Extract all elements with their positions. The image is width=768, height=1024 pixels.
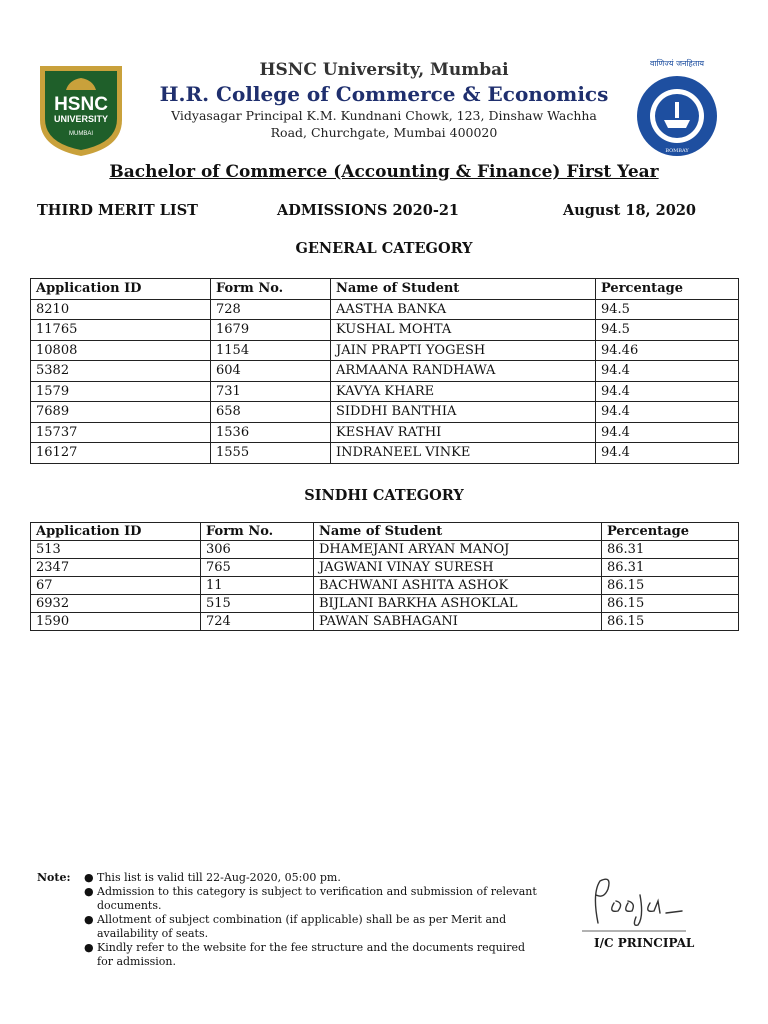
percentage: 94.4 bbox=[596, 422, 739, 443]
list-date: August 18, 2020 bbox=[563, 202, 697, 219]
form-no: 515 bbox=[201, 595, 314, 613]
table-row bbox=[31, 613, 739, 631]
note-text: Admission to this category is subject to verification and submission of relevant documents. bbox=[97, 885, 537, 912]
student-name: JAGWANI VINAY SURESH bbox=[314, 559, 602, 577]
student-name: INDRANEEL VINKE bbox=[331, 443, 596, 464]
table-row bbox=[31, 541, 739, 559]
note-text: This list is valid till 22-Aug-2020, 05:00 pm. bbox=[97, 871, 341, 884]
form-no: 724 bbox=[201, 613, 314, 631]
percentage: 86.31 bbox=[602, 559, 739, 577]
general-category-table bbox=[30, 278, 739, 464]
column-header: Application ID bbox=[31, 279, 211, 300]
address-line-1: Vidyasagar Principal K.M. Kundnani Chowk, 123, Dinshaw Wachha bbox=[171, 108, 597, 123]
form-no: 1555 bbox=[211, 443, 331, 464]
address-line-2: Road, Churchgate, Mumbai 400020 bbox=[270, 125, 498, 140]
note-text: Allotment of subject combination (if applicable) shall be as per Merit and availability of seats. bbox=[97, 913, 507, 940]
sindhi-category-title: SINDHI CATEGORY bbox=[304, 487, 464, 504]
percentage: 94.5 bbox=[596, 299, 739, 320]
table-row bbox=[31, 320, 739, 341]
application-id: 15737 bbox=[31, 422, 211, 443]
student-name: ARMAANA RANDHAWA bbox=[331, 361, 596, 382]
table-row bbox=[31, 422, 739, 443]
college-name: H.R. College of Commerce & Economics bbox=[159, 82, 609, 106]
percentage: 94.5 bbox=[596, 320, 739, 341]
column-header: Percentage bbox=[602, 523, 739, 541]
table-row bbox=[31, 443, 739, 464]
application-id: 6932 bbox=[31, 595, 201, 613]
application-id: 513 bbox=[31, 541, 201, 559]
student-name: KESHAV RATHI bbox=[331, 422, 596, 443]
student-name: BIJLANI BARKHA ASHOKLAL bbox=[314, 595, 602, 613]
student-name: BACHWANI ASHITA ASHOK bbox=[314, 577, 602, 595]
form-no: 306 bbox=[201, 541, 314, 559]
student-name: SIDDHI BANTHIA bbox=[331, 402, 596, 423]
table-row bbox=[31, 559, 739, 577]
column-header: Application ID bbox=[31, 523, 201, 541]
crest-motto: वाणिज्यं जनहिताय bbox=[649, 59, 705, 68]
university-name: HSNC University, Mumbai bbox=[259, 60, 509, 80]
form-no: 658 bbox=[211, 402, 331, 423]
note-item: ● Kindly refer to the website for the fee structure and the documents required for admission. bbox=[84, 941, 526, 968]
crest-bottom-text: BOMBAY bbox=[665, 148, 689, 154]
column-header: Percentage bbox=[596, 279, 739, 300]
merit-list-label: THIRD MERIT LIST bbox=[37, 202, 198, 219]
student-name: KAVYA KHARE bbox=[331, 381, 596, 402]
application-id: 7689 bbox=[31, 402, 211, 423]
form-no: 1536 bbox=[211, 422, 331, 443]
logo-left-line3: MUMBAI bbox=[69, 131, 93, 137]
percentage: 94.4 bbox=[596, 402, 739, 423]
application-id: 5382 bbox=[31, 361, 211, 382]
application-id: 1590 bbox=[31, 613, 201, 631]
form-no: 731 bbox=[211, 381, 331, 402]
college-address bbox=[0, 107, 768, 141]
principal-title: I/C PRINCIPAL bbox=[594, 936, 695, 950]
note-item: ● Allotment of subject combination (if applicable) shall be as per Merit and availability of seats. bbox=[84, 913, 507, 940]
percentage: 86.15 bbox=[602, 577, 739, 595]
form-no: 765 bbox=[201, 559, 314, 577]
application-id: 2347 bbox=[31, 559, 201, 577]
percentage: 94.4 bbox=[596, 443, 739, 464]
application-id: 16127 bbox=[31, 443, 211, 464]
table-row bbox=[31, 595, 739, 613]
form-no: 728 bbox=[211, 299, 331, 320]
application-id: 10808 bbox=[31, 340, 211, 361]
application-id: 8210 bbox=[31, 299, 211, 320]
percentage: 86.15 bbox=[602, 595, 739, 613]
percentage: 86.31 bbox=[602, 541, 739, 559]
form-no: 11 bbox=[201, 577, 314, 595]
form-no: 1154 bbox=[211, 340, 331, 361]
column-header: Name of Student bbox=[314, 523, 602, 541]
column-header: Form No. bbox=[201, 523, 314, 541]
note-item: ● This list is valid till 22-Aug-2020, 05:00 pm. bbox=[84, 871, 341, 884]
application-id: 11765 bbox=[31, 320, 211, 341]
application-id: 1579 bbox=[31, 381, 211, 402]
student-name: PAWAN SABHAGANI bbox=[314, 613, 602, 631]
note-item: ● Admission to this category is subject to verification and submission of relevant documents. bbox=[84, 885, 537, 912]
note-text: Kindly refer to the website for the fee structure and the documents required for admission. bbox=[97, 941, 526, 968]
percentage: 94.4 bbox=[596, 361, 739, 382]
principal-signature bbox=[578, 873, 688, 933]
logo-left-line2: UNIVERSITY bbox=[53, 114, 109, 124]
admissions-label: ADMISSIONS 2020-21 bbox=[277, 202, 460, 219]
student-name: DHAMEJANI ARYAN MANOJ bbox=[314, 541, 602, 559]
table-row bbox=[31, 361, 739, 382]
table-row bbox=[31, 340, 739, 361]
form-no: 1679 bbox=[211, 320, 331, 341]
sindhi-category-table bbox=[30, 522, 739, 631]
column-header: Form No. bbox=[211, 279, 331, 300]
notes-list bbox=[84, 871, 544, 969]
student-name: KUSHAL MOHTA bbox=[331, 320, 596, 341]
table-row bbox=[31, 299, 739, 320]
percentage: 86.15 bbox=[602, 613, 739, 631]
percentage: 94.46 bbox=[596, 340, 739, 361]
note-label: Note: bbox=[37, 871, 71, 884]
column-header: Name of Student bbox=[331, 279, 596, 300]
percentage: 94.4 bbox=[596, 381, 739, 402]
general-category-title: GENERAL CATEGORY bbox=[295, 240, 473, 257]
form-no: 604 bbox=[211, 361, 331, 382]
logo-left-line1: HSNC bbox=[54, 94, 108, 115]
student-name: AASTHA BANKA bbox=[331, 299, 596, 320]
table-header-row bbox=[31, 523, 739, 541]
application-id: 67 bbox=[31, 577, 201, 595]
table-row bbox=[31, 402, 739, 423]
table-row bbox=[31, 577, 739, 595]
student-name: JAIN PRAPTI YOGESH bbox=[331, 340, 596, 361]
table-header-row bbox=[31, 279, 739, 300]
table-row bbox=[31, 381, 739, 402]
program-title: Bachelor of Commerce (Accounting & Finance) First Year bbox=[109, 162, 659, 182]
